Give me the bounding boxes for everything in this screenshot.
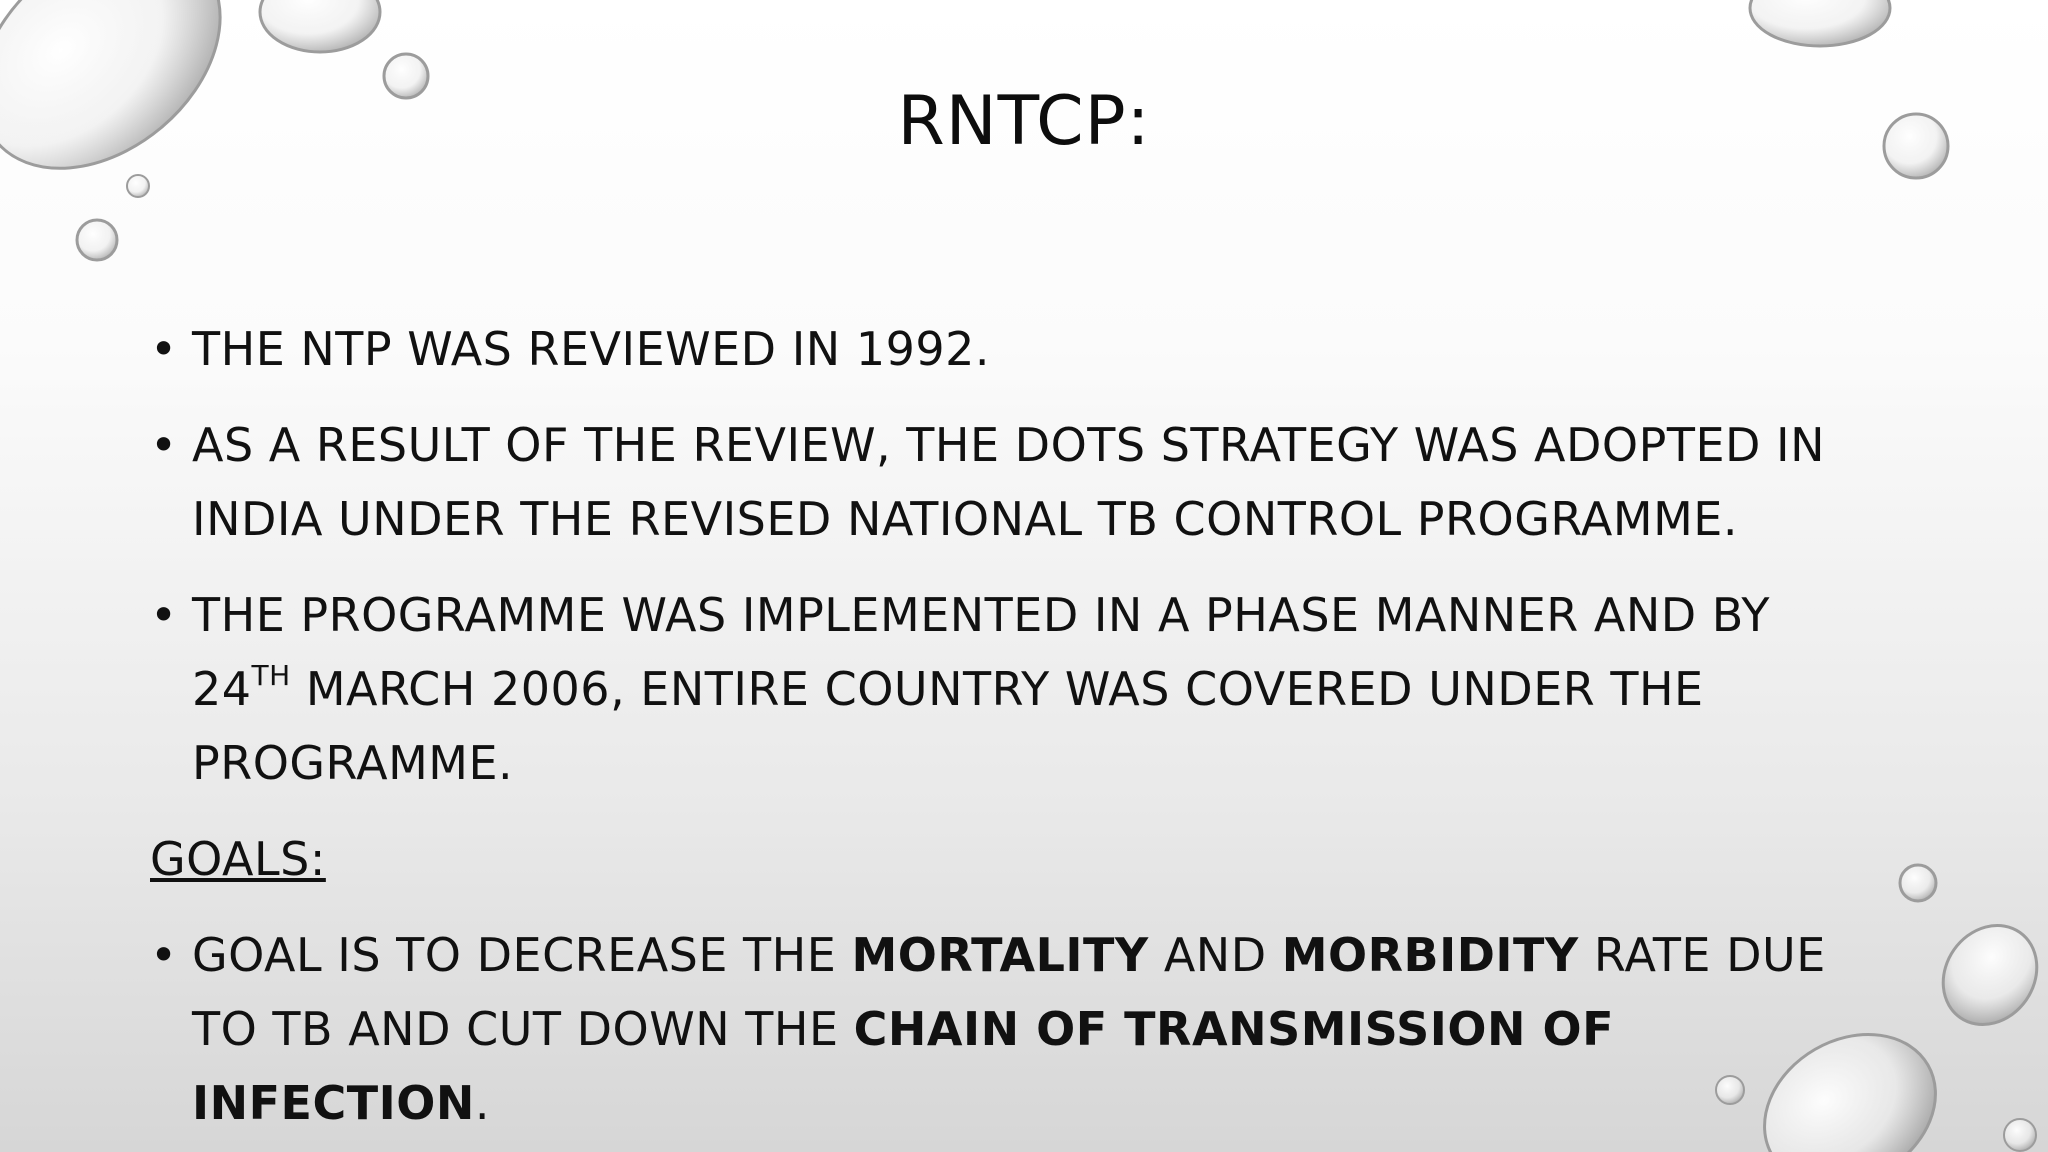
goal-text-2: AND bbox=[1148, 928, 1282, 982]
bullet-superscript: TH bbox=[251, 658, 291, 692]
slide-title: RNTCP: bbox=[897, 82, 1151, 161]
bullet-dot: • bbox=[150, 588, 178, 642]
goals-heading: GOALS: bbox=[150, 832, 326, 886]
goal-bold-morbidity: MORBIDITY bbox=[1281, 928, 1579, 982]
goal-text-4: . bbox=[474, 1076, 490, 1130]
bullet-dot: • bbox=[150, 322, 178, 376]
bullet-dot: • bbox=[150, 928, 178, 982]
slide-body bbox=[150, 312, 1870, 1152]
bullet-ntp-review bbox=[150, 312, 1870, 386]
goal-bold-mortality: MORTALITY bbox=[851, 928, 1149, 982]
water-drop bbox=[260, 0, 380, 52]
goal-text-3: RATE DUE TO TB AND CUT DOWN THE bbox=[192, 928, 1826, 1056]
water-drop bbox=[1750, 0, 1890, 46]
bullet-dots-strategy bbox=[150, 408, 1870, 556]
bullet-programme-implementation bbox=[150, 578, 1870, 800]
water-drop bbox=[2004, 1119, 2036, 1151]
bullet-text-part1: THE PROGRAMME WAS IMPLEMENTED IN A PHASE MANNER AND BY 24 bbox=[192, 588, 1770, 716]
water-drop bbox=[77, 220, 117, 260]
goal-text-1: GOAL IS TO DECREASE THE bbox=[192, 928, 852, 982]
bullet-text-part2: MARCH 2006, ENTIRE COUNTRY WAS COVERED UNDER THE PROGRAMME. bbox=[192, 662, 1704, 790]
water-drop bbox=[127, 175, 149, 197]
bullet-text: AS A RESULT OF THE REVIEW, THE DOTS STRATEGY WAS ADOPTED IN INDIA UNDER THE REVISED NATIONAL TB CONTROL PROGRAMME. bbox=[192, 418, 1826, 546]
bullet-goal bbox=[150, 918, 1870, 1140]
goal-bold-chain: CHAIN OF TRANSMISSION OF INFECTION bbox=[192, 1002, 1615, 1130]
bullet-text: THE NTP WAS REVIEWED IN 1992. bbox=[192, 322, 991, 376]
water-drop bbox=[1900, 865, 1936, 901]
water-drop bbox=[1924, 907, 2048, 1043]
bullet-dot: • bbox=[150, 418, 178, 472]
